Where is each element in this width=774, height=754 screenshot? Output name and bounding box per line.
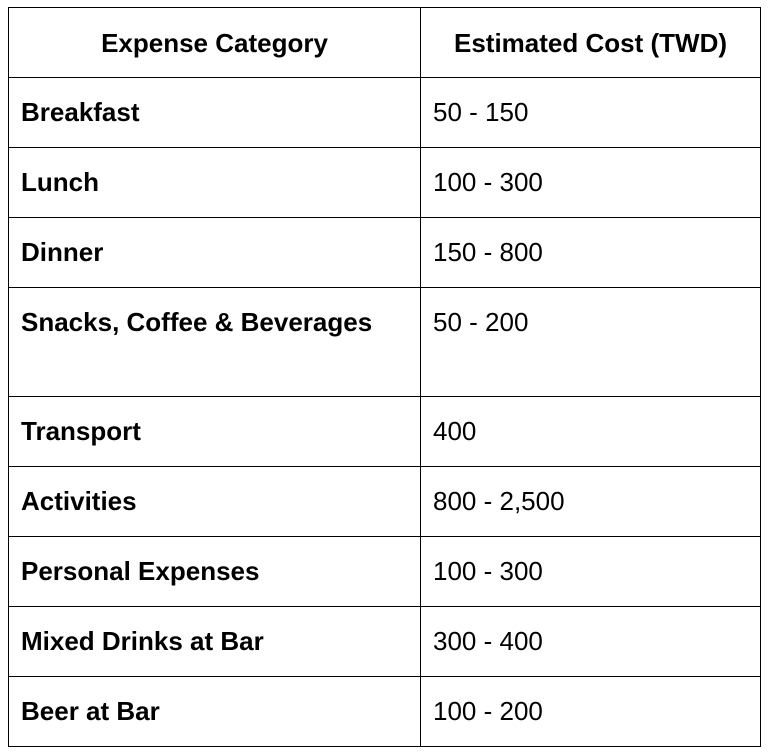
table-body <box>9 78 761 747</box>
table-row <box>9 607 761 677</box>
category-cell: Lunch <box>9 148 421 218</box>
cost-cell: 800 - 2,500 <box>421 467 761 537</box>
category-cell: Activities <box>9 467 421 537</box>
category-cell: Breakfast <box>9 78 421 148</box>
cost-cell: 100 - 300 <box>421 537 761 607</box>
table-row <box>9 677 761 747</box>
header-row <box>9 8 761 78</box>
cost-cell: 100 - 200 <box>421 677 761 747</box>
cost-cell: 50 - 150 <box>421 78 761 148</box>
category-cell: Mixed Drinks at Bar <box>9 607 421 677</box>
table-row <box>9 148 761 218</box>
category-cell: Snacks, Coffee & Beverages <box>9 288 421 397</box>
category-cell: Dinner <box>9 218 421 288</box>
cost-cell: 300 - 400 <box>421 607 761 677</box>
table-row <box>9 288 761 397</box>
category-cell: Personal Expenses <box>9 537 421 607</box>
cost-cell: 400 <box>421 397 761 467</box>
cost-cell: 100 - 300 <box>421 148 761 218</box>
header-estimated-cost: Estimated Cost (TWD) <box>421 8 761 78</box>
table-row <box>9 218 761 288</box>
table-row <box>9 467 761 537</box>
table-row <box>9 397 761 467</box>
table-row <box>9 78 761 148</box>
header-expense-category: Expense Category <box>9 8 421 78</box>
category-cell: Transport <box>9 397 421 467</box>
cost-cell: 150 - 800 <box>421 218 761 288</box>
category-cell: Beer at Bar <box>9 677 421 747</box>
table-header <box>9 8 761 78</box>
cost-cell: 50 - 200 <box>421 288 761 397</box>
expense-table <box>8 7 761 747</box>
table-row <box>9 537 761 607</box>
